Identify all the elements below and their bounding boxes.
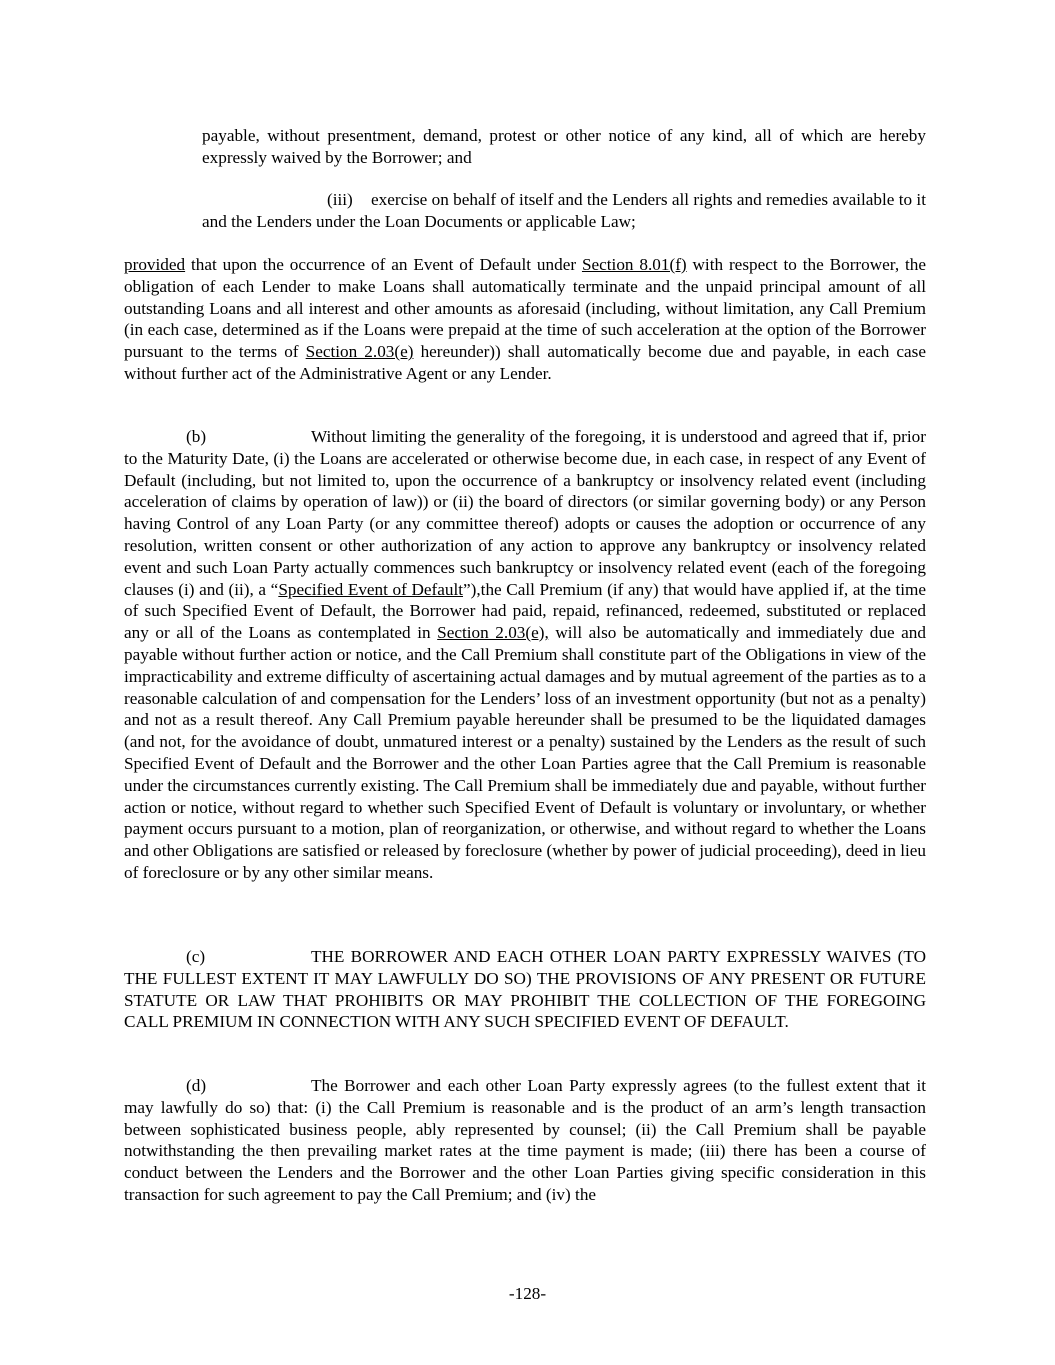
section-reference-2-03-e-second[interactable]: Section 2.03(e), xyxy=(437,623,549,643)
paragraph-clause-d: (d) The Borrower and each other Loan Party expressly agrees (to the fullest extent that it may lawfully do so) that: (i) the Call Premium is reasonable and is the product of an arm’s length transaction between sophisticated business people, ably represented by counsel; (ii) the Call Premium shall be payable notwithstanding the then prevailing market rates at the time payment is made; (iii) there has been a course of conduct between the Lenders and the Borrower and the other Loan Parties giving specific consideration in this transaction for such agreement to pay the Call Premium; and (iv) the xyxy=(124,1076,926,1204)
paragraph-proviso: provided that upon the occurrence of an Event of Default under Section 8.01(f) with respect to the Borrower, the obligation of each Lender to make Loans shall automatically terminate and the unpaid principal amount of all outstanding Loans and all interest and other amounts as aforesaid (including, without limitation, any Call Premium (in each case, determined as if the Loans were prepaid at the time of such acceleration at the option of the Borrower pursuant to the terms of Section 2.03(e) hereunder)) shall automatically become due and payable, in each case without further act of the Administrative Agent or any Lender. xyxy=(124,255,926,383)
clause-label-b: (b) xyxy=(186,427,207,446)
specified-event-of-default-term: Specified Event of Default xyxy=(278,579,464,599)
page-number: -128- xyxy=(508,1284,547,1303)
section-reference-2-03-e[interactable]: Section 2.03(e) xyxy=(305,342,414,362)
section-reference-8-01-f[interactable]: Section 8.01(f) xyxy=(581,255,687,274)
clause-label-c: (c) xyxy=(186,947,206,966)
clause-label-iii: (iii) xyxy=(327,190,353,209)
paragraph-clause-iii xyxy=(202,189,926,233)
paragraph-text: payable, without presentment, demand, protest or other notice of any kind, all of which are hereby expressly waived by the Borrower; and xyxy=(202,126,926,167)
paragraph-text: exercise on behalf of itself and the Lenders all rights and remedies available to it and the Lenders under the Loan Documents or applicable Law; xyxy=(202,190,926,231)
paragraph-payable-continuation xyxy=(202,125,926,169)
provided-term: provided xyxy=(124,255,186,274)
paragraph-clause-c: (c) THE BORROWER AND EACH OTHER LOAN PARTY EXPRESSLY WAIVES (TO THE FULLEST EXTENT IT MAY LAWFULLY DO SO) THE PROVISIONS OF ANY PRESENT OR FUTURE STATUTE OR LAW THAT PROHIBITS OR MAY PROHIBIT THE COLLECTION OF THE FOREGOING CALL PREMIUM IN CONNECTION WITH ANY SUCH SPECIFIED EVENT OF DEFAULT. xyxy=(124,947,926,1032)
clause-label-d: (d) xyxy=(186,1076,207,1095)
paragraph-clause-b: (b) Without limiting the generality of the foregoing, it is understood and agreed that if, prior to the Maturity Date, (i) the Loans are accelerated or otherwise become due, in each case, in respect of any Event of Default (including, but not limited to, upon the occurrence of a bankruptcy or insolvency related event (including acceleration of claims by operation of law)) or (ii) the board of directors (or similar governing body) or any Person having Control of any Loan Party (or any committee thereof) adopts or causes the adoption or occurrence of any resolution, written consent or other authorization of any action to approve any bankruptcy or insolvency related event and such Loan Party actually commences such bankruptcy or insolvency related event (each of the foregoing clauses (i) and (ii), a “Specified Event of Default”),the Call Premium (if any) that would have applied if, at the time of such Specified Event of Default, the Borrower had paid, repaid, refinanced, redeemed, substituted or replaced any or all of the Loans as contemplated in Section 2.03(e), will also be automatically and immediately due and payable without further action or notice, and the Call Premium shall constitute part of the Obligations in view of the impracticability and extreme difficulty of ascertaining actual damages and by mutual agreement of the parties as to a reasonable calculation of and compensation for the Lenders’ loss of an investment opportunity (but not as a penalty) and not as a result thereof. Any Call Premium payable hereunder shall be presumed to be the liquidated damages (and not, for the avoidance of doubt, unmatured interest or a penalty) sustained by the Lenders as the result of such Specified Event of Default and the Borrower and the other Loan Parties agree that the Call Premium is reasonable under the circumstances currently existing. The Call Premium shall be immediately due and payable, without further action or notice, without regard to whether such Specified Event of Default is voluntary or involuntary, or whether payment occurs pursuant to a motion, plan of reorganization, or otherwise, and without regard to whether the Loans and other Obligations are satisfied or released by foreclosure (whether by power of judicial proceeding), deed in lieu of foreclosure or by any other similar means. xyxy=(124,427,927,882)
